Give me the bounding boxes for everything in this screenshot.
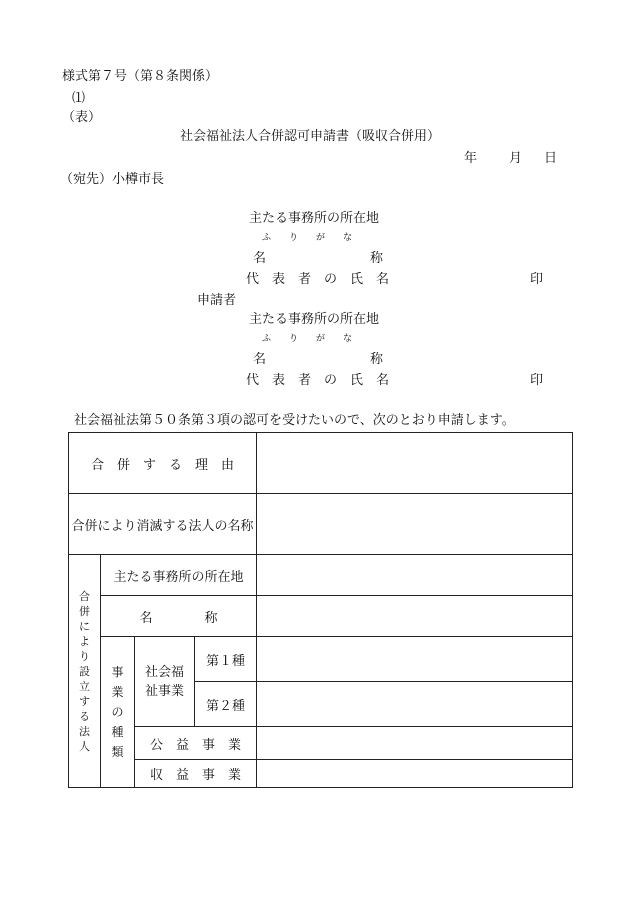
- application-table: [68, 432, 573, 788]
- seal-mark: 印: [530, 373, 544, 388]
- representative-name-label: 代 表 者 の 氏 名: [246, 373, 390, 388]
- office-location-field[interactable]: [257, 555, 573, 596]
- type1-field[interactable]: [257, 637, 573, 682]
- furigana-label: ふ り が な: [262, 334, 353, 344]
- date-month-label: 月: [509, 151, 523, 166]
- table-row: [69, 433, 573, 494]
- table-row: [69, 596, 573, 637]
- dissolved-corporation-label: 合併により消滅する法人の名称: [69, 494, 257, 555]
- revenue-business-field[interactable]: [257, 760, 573, 788]
- applicant-label: 申請者: [197, 293, 237, 308]
- seal-mark: 印: [530, 272, 544, 287]
- table-row: [69, 555, 573, 596]
- dissolved-corporation-field[interactable]: [257, 494, 573, 555]
- office-location-label: 主たる事務所の所在地: [249, 312, 380, 327]
- table-row: [69, 760, 573, 788]
- public-interest-business-label: 公 益 事 業: [135, 727, 257, 760]
- date-day-label: 日: [544, 151, 558, 166]
- type2-label: 第２種: [195, 682, 257, 727]
- form-number: 様式第７号（第８条関係）: [62, 69, 219, 84]
- office-location-label: 主たる事務所の所在地: [101, 555, 257, 596]
- revenue-business-label: 収 益 事 業: [135, 760, 257, 788]
- office-location-label: 主たる事務所の所在地: [249, 211, 380, 226]
- application-statement: 社会福祉法第５０条第３項の認可を受けたいので、次のとおり申請します。: [74, 413, 515, 428]
- public-interest-business-field[interactable]: [257, 727, 573, 760]
- table-row: [69, 637, 573, 682]
- table-row: [69, 727, 573, 760]
- addressee: （宛先）小樽市長: [60, 172, 165, 187]
- merger-reason-field[interactable]: [257, 433, 573, 494]
- table-row: [69, 494, 573, 555]
- corporation-name-label: 名 称: [101, 596, 257, 637]
- corporation-name-label: 名 称: [253, 251, 384, 266]
- representative-name-label: 代 表 者 の 氏 名: [246, 272, 390, 287]
- sub-number: ⑴: [72, 91, 86, 106]
- front-side-label: （表）: [62, 110, 102, 125]
- merger-reason-label: 合 併 す る 理 由: [69, 433, 257, 494]
- business-type-vertical-label: 事 業 の 種 類: [101, 637, 135, 788]
- social-welfare-business-label: 社会福 祉事業: [135, 637, 195, 727]
- date-year-label: 年: [464, 151, 478, 166]
- document-title: 社会福祉法人合併認可申請書（吸収合併用）: [180, 129, 441, 144]
- type2-field[interactable]: [257, 682, 573, 727]
- corporation-name-field[interactable]: [257, 596, 573, 637]
- corporation-name-label: 名 称: [253, 352, 384, 367]
- established-corporation-vertical-label: 合 併 に よ り 設 立 す る 法 人: [69, 555, 101, 788]
- furigana-label: ふ り が な: [262, 233, 353, 243]
- type1-label: 第１種: [195, 637, 257, 682]
